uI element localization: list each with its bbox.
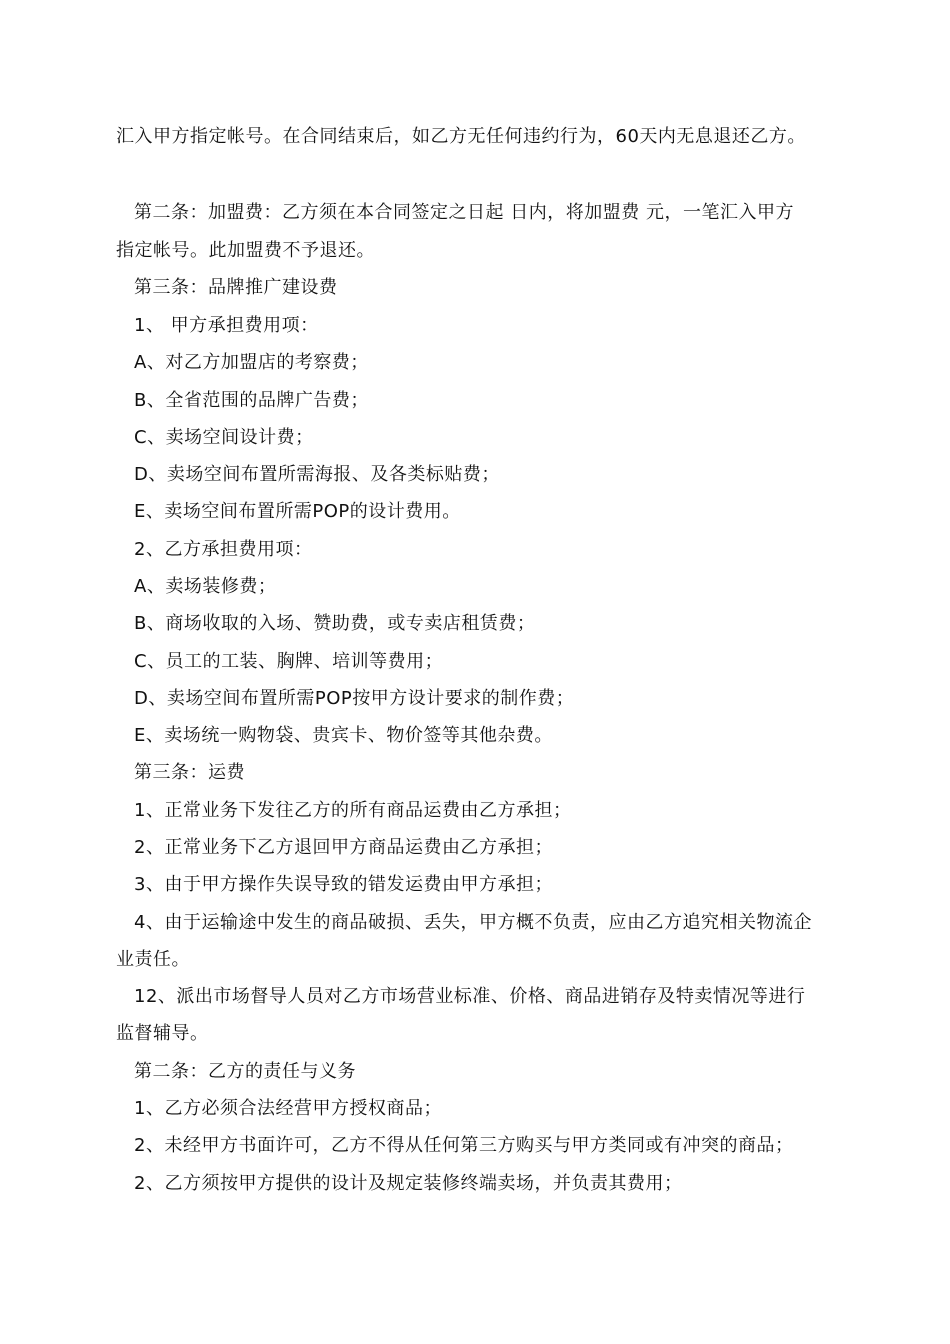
list-item: 2、正常业务下乙方退回甲方商品运费由乙方承担； (134, 837, 553, 858)
list-item: 2、乙方承担费用项： (134, 539, 313, 560)
list-item: A、对乙方加盟店的考察费； (134, 352, 369, 373)
list-item: 4、由于运输途中发生的商品破损、丢失，甲方概不负责，应由乙方追究相关物流企 (134, 912, 812, 933)
clause-heading: 第二条：加盟费：乙方须在本合同签定之日起 日内，将加盟费 元，一笔汇入甲方 (134, 202, 794, 223)
list-item: 3、由于甲方操作失误导致的错发运费由甲方承担； (134, 874, 553, 895)
list-item: A、卖场装修费； (134, 576, 277, 597)
list-item: D、卖场空间布置所需POP按甲方设计要求的制作费； (134, 688, 575, 709)
list-item: 2、乙方须按甲方提供的设计及规定装修终端卖场，并负责其费用； (134, 1173, 683, 1194)
list-item: 2、未经甲方书面许可，乙方不得从任何第三方购买与甲方类同或有冲突的商品； (134, 1135, 794, 1156)
clause-heading: 第二条：乙方的责任与义务 (134, 1061, 356, 1082)
paragraph-line: 汇入甲方指定帐号。在合同结束后，如乙方无任何违约行为，60天内无息退还乙方。 (116, 126, 806, 147)
list-item: 12、派出市场督导人员对乙方市场营业标准、价格、商品进销存及特卖情况等进行 (134, 986, 806, 1007)
list-item: B、全省范围的品牌广告费； (134, 390, 369, 411)
list-item: E、卖场空间布置所需POP的设计费用。 (134, 501, 461, 522)
list-item: 1、正常业务下发往乙方的所有商品运费由乙方承担； (134, 800, 572, 821)
clause-heading: 第三条：运费 (134, 762, 245, 783)
list-item: 1、乙方必须合法经营甲方授权商品； (134, 1098, 442, 1119)
paragraph-line: 指定帐号。此加盟费不予退还。 (116, 240, 375, 261)
list-item: D、卖场空间布置所需海报、及各类标贴费； (134, 464, 500, 485)
list-item: C、卖场空间设计费； (134, 427, 314, 448)
list-item: C、员工的工装、胸牌、培训等费用； (134, 651, 444, 672)
list-item: 1、 甲方承担费用项： (134, 315, 319, 336)
list-item: B、商场收取的入场、赞助费，或专卖店租赁费； (134, 613, 536, 634)
paragraph-line: 监督辅导。 (116, 1023, 209, 1044)
clause-heading: 第三条：品牌推广建设费 (134, 277, 338, 298)
list-item: E、卖场统一购物袋、贵宾卡、物价签等其他杂费。 (134, 725, 553, 746)
paragraph-line: 业责任。 (116, 949, 190, 970)
